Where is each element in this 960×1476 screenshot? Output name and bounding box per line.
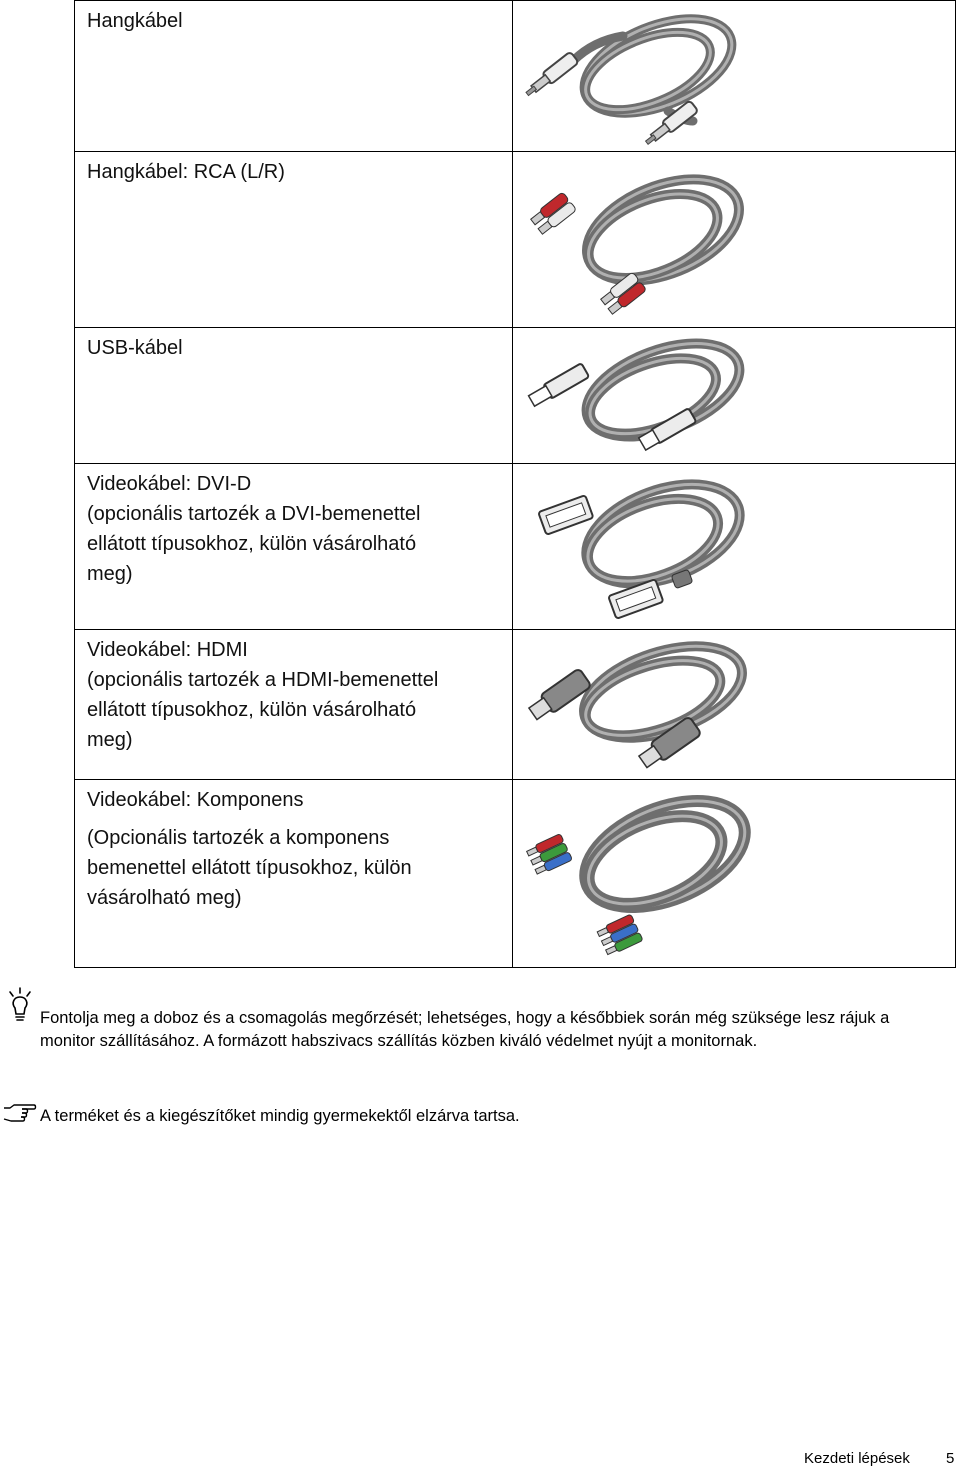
item-name: USB-kábel <box>87 337 183 359</box>
item-note-line: ellátott típusokhoz, külön vásárolható <box>87 699 417 721</box>
table-row <box>75 1 955 151</box>
table-row <box>75 327 955 463</box>
item-description <box>75 464 513 629</box>
item-description <box>75 328 513 463</box>
usb-cable-image <box>513 328 955 463</box>
item-name: Videokábel: Komponens <box>87 789 304 811</box>
page-number: 5 <box>946 1450 955 1467</box>
item-name: Hangkábel <box>87 10 183 32</box>
item-name: Videokábel: HDMI <box>87 639 248 661</box>
item-note-line: bemenettel ellátott típusokhoz, külön <box>87 857 412 879</box>
rca-cable-image <box>513 152 955 327</box>
item-note-line: (Opcionális tartozék a komponens <box>87 827 390 849</box>
item-description <box>75 1 513 151</box>
item-note-line: ellátott típusokhoz, külön vásárolható <box>87 533 417 555</box>
dvi-cable-image <box>513 464 955 629</box>
table-row <box>75 629 955 779</box>
table-row <box>75 779 955 967</box>
item-note-line: (opcionális tartozék a HDMI-bemenettel <box>87 669 439 691</box>
item-name: Hangkábel: RCA (L/R) <box>87 161 285 183</box>
item-description <box>75 630 513 779</box>
item-note-line: meg) <box>87 729 133 751</box>
hdmi-cable-image <box>513 630 955 779</box>
item-name: Videokábel: DVI-D <box>87 473 252 495</box>
warning-text: A terméket és a kiegészítőket mindig gyermekektől elzárva tartsa. <box>40 1107 520 1125</box>
audio-cable-image <box>513 1 955 151</box>
table-row <box>75 151 955 327</box>
tip-text: Fontolja meg a doboz és a csomagolás megőrzését; lehetséges, hogy a későbbiek során még szüksége lesz rájuk a monitor szállításához. A formázott habszivacs szállítás közben kiváló védelmet nyújt a monitornak. <box>40 1009 890 1050</box>
item-note-line: (opcionális tartozék a DVI-bemenettel <box>87 503 421 525</box>
table-row <box>75 463 955 629</box>
item-note-line: vásárolható meg) <box>87 887 242 909</box>
item-description <box>75 152 513 327</box>
lightbulb-icon <box>4 986 36 1026</box>
item-description <box>75 780 513 967</box>
pointing-hand-icon <box>2 1102 38 1124</box>
component-cable-image <box>513 780 955 967</box>
footer-section: Kezdeti lépések <box>804 1450 910 1467</box>
accessories-table <box>74 0 956 968</box>
item-note-line: meg) <box>87 563 133 585</box>
